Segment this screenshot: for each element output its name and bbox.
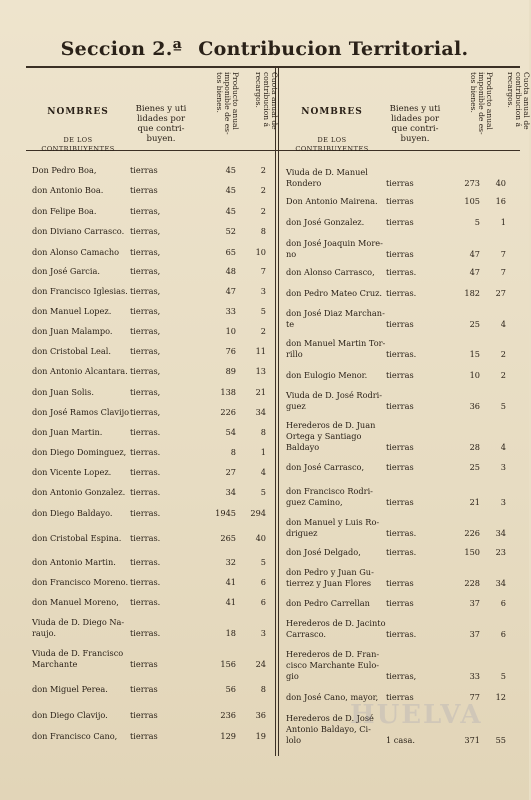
- annual-product: 28: [469, 442, 480, 452]
- contributor-name: [286, 649, 384, 682]
- table-row: [286, 238, 514, 268]
- property-type: tierras: [386, 401, 414, 411]
- contributor-name: [286, 167, 384, 189]
- annual-product: 182: [464, 288, 480, 298]
- annual-quota: 34: [495, 578, 506, 588]
- contributor-name-line: don Manuel Moreno,: [32, 597, 119, 607]
- contributor-name: [32, 366, 130, 377]
- contributor-name: [32, 247, 130, 258]
- annual-quota: 5: [260, 557, 266, 567]
- property-type: tierras,: [130, 247, 161, 257]
- annual-product: 47: [469, 267, 480, 277]
- contributor-name: [286, 598, 384, 609]
- contributor-name: [32, 617, 130, 639]
- property-type: tierras: [386, 196, 414, 206]
- property-type: tierras.: [130, 467, 161, 477]
- contributor-name-line: don Francisco Moreno.: [32, 577, 129, 587]
- annual-product: 36: [469, 401, 480, 411]
- contributor-name-line: don Diego Clavijo.: [32, 710, 108, 720]
- contribuyentes-header-right: DE LOS CONTRIBUYENTES: [295, 136, 369, 153]
- table-row: [286, 486, 514, 516]
- contributor-name-line: don Miguel Perea.: [32, 684, 108, 694]
- annual-quota: 3: [260, 286, 266, 296]
- property-type: tierras.: [130, 487, 161, 497]
- contributor-name: [286, 567, 384, 589]
- annual-product: 37: [469, 629, 480, 639]
- contributor-name-line: Don Antonio Mairena.: [286, 196, 378, 206]
- annual-product: 41: [225, 597, 236, 607]
- contributor-name-line: don Francisco Cano,: [32, 731, 118, 741]
- property-type: tierras: [386, 578, 414, 588]
- annual-quota: 2: [260, 185, 266, 195]
- bienes-header-right: Bienes y uti lidades por que contri- buyen.: [389, 104, 441, 144]
- contributor-name-line: driguez: [286, 528, 318, 538]
- nombres-header-right: NOMBRES: [301, 107, 363, 117]
- property-type: tierras: [130, 731, 158, 741]
- annual-quota: 7: [260, 266, 266, 276]
- property-type: tierras: [386, 370, 414, 380]
- property-type: tierras,: [130, 346, 161, 356]
- annual-product: 48: [225, 266, 236, 276]
- annual-quota: 36: [255, 710, 266, 720]
- annual-product: 45: [225, 206, 236, 216]
- property-type: tierras: [130, 165, 158, 175]
- annual-quota: 34: [255, 407, 266, 417]
- contributor-name-line: don Francisco Rodri-: [286, 486, 373, 496]
- table-row: [32, 648, 268, 678]
- contributor-name: [32, 508, 130, 519]
- annual-quota: 1: [260, 447, 266, 457]
- contributor-name: [286, 338, 384, 360]
- contributor-name-line: don Felipe Boa.: [32, 206, 97, 216]
- annual-product: 33: [225, 306, 236, 316]
- contributor-name-line: Marchante: [32, 659, 78, 669]
- contributor-name-line: gio: [286, 671, 299, 681]
- property-type: tierras: [386, 178, 414, 188]
- annual-product: 37: [469, 598, 480, 608]
- contributor-name-line: don Vicente Lopez.: [32, 467, 112, 477]
- contributor-name: [286, 238, 384, 260]
- annual-quota: 7: [500, 249, 506, 259]
- contributor-name: [32, 533, 130, 544]
- annual-product: 89: [225, 366, 236, 376]
- annual-quota: 19: [255, 731, 266, 741]
- annual-quota: 40: [255, 533, 266, 543]
- property-type: tierras.: [386, 288, 417, 298]
- annual-product: 18: [225, 628, 236, 638]
- property-type: tierras: [130, 710, 158, 720]
- contributor-name-line: don José Cano, mayor,: [286, 692, 379, 702]
- contributor-name: [286, 547, 384, 558]
- property-type: tierras,: [130, 407, 161, 417]
- annual-product: 52: [225, 226, 236, 236]
- annual-quota: 5: [260, 487, 266, 497]
- annual-product: 156: [220, 659, 236, 669]
- contributor-name-line: don Cristobal Espina.: [32, 533, 122, 543]
- annual-product: 371: [464, 735, 480, 745]
- property-type: tierras.: [130, 577, 161, 587]
- section-label: Seccion 2.ª: [60, 38, 183, 60]
- contributor-name-line: don Pedro Mateo Cruz.: [286, 288, 383, 298]
- contributor-name-line: don Antonio Alcantara.: [32, 366, 128, 376]
- contributor-name: [32, 226, 130, 237]
- property-type: tierras: [386, 442, 414, 452]
- left-column-header: [28, 68, 279, 153]
- property-type: tierras: [386, 462, 414, 472]
- annual-product: 150: [464, 547, 480, 557]
- contributor-name: [32, 487, 130, 498]
- annual-quota: 8: [260, 226, 266, 236]
- contributor-name-line: te: [286, 319, 295, 329]
- contributor-name: [32, 731, 130, 742]
- property-type: tierras.: [130, 597, 161, 607]
- annual-quota: 16: [495, 196, 506, 206]
- contributor-name-line: Herederos de D. Fran-: [286, 649, 380, 659]
- contributor-name-line: cisco Marchante Eulo-: [286, 660, 380, 670]
- annual-quota: 8: [260, 427, 266, 437]
- contributor-name-line: don José Garcia.: [32, 266, 100, 276]
- contributor-name-line: don Eulogio Menor.: [286, 370, 368, 380]
- property-type: tierras,: [130, 366, 161, 376]
- annual-quota: 3: [500, 497, 506, 507]
- property-type: tierras,: [386, 671, 417, 681]
- title-text: Contribucion Territorial.: [198, 38, 469, 60]
- contributor-name-line: don Manuel Martin Tor-: [286, 338, 386, 348]
- annual-quota: 3: [500, 462, 506, 472]
- table-row: [286, 618, 514, 648]
- annual-quota: 6: [260, 597, 266, 607]
- annual-quota: 2: [260, 165, 266, 175]
- contributor-name-line: rillo: [286, 349, 303, 359]
- contributor-name: [32, 684, 130, 695]
- contributor-name-line: don Antonio Gonzalez.: [32, 487, 126, 497]
- annual-product: 47: [469, 249, 480, 259]
- contributor-name-line: don Antonio Martin.: [32, 557, 116, 567]
- annual-product: 265: [220, 533, 236, 543]
- contributor-name-line: don José Ramos Clavijo: [32, 407, 130, 417]
- producto-header-right: Producto anual imponible de es- tos bienes.: [469, 72, 494, 135]
- property-type: tierras.: [130, 557, 161, 567]
- annual-quota: 6: [260, 577, 266, 587]
- table-row: [286, 567, 514, 597]
- column-divider: [275, 66, 276, 756]
- contributor-name: [286, 618, 384, 640]
- annual-product: 45: [225, 185, 236, 195]
- annual-quota: 55: [495, 735, 506, 745]
- contributor-name-line: don Pedro y Juan Gu-: [286, 567, 374, 577]
- contributor-name-line: don Diviano Carrasco.: [32, 226, 125, 236]
- annual-product: 56: [225, 684, 236, 694]
- contributor-name-line: don José Carrasco,: [286, 462, 365, 472]
- table-row: [286, 167, 514, 197]
- contributor-name: [286, 196, 384, 207]
- table-row: [286, 420, 514, 450]
- contributor-name-line: don Francisco Iglesias.: [32, 286, 128, 296]
- contributor-name-line: don Cristobal Leal.: [32, 346, 111, 356]
- annual-quota: 10: [255, 247, 266, 257]
- contributor-name: [32, 387, 130, 398]
- property-type: tierras: [386, 598, 414, 608]
- table-row: [286, 308, 514, 338]
- contributor-name: [286, 517, 384, 539]
- annual-product: 1945: [215, 508, 236, 518]
- annual-product: 138: [220, 387, 236, 397]
- annual-product: 129: [220, 731, 236, 741]
- contributor-name-line: don Manuel y Luis Ro-: [286, 517, 380, 527]
- contributor-name: [32, 447, 130, 458]
- table-row: [32, 731, 268, 761]
- contributor-name-line: tierrez y Juan Flores: [286, 578, 372, 588]
- property-type: tierras,: [130, 326, 161, 336]
- annual-product: 34: [225, 487, 236, 497]
- property-type: tierras,: [130, 206, 161, 216]
- annual-quota: 2: [500, 370, 506, 380]
- annual-quota: 294: [250, 508, 266, 518]
- annual-quota: 2: [500, 349, 506, 359]
- contributor-name: [32, 597, 130, 608]
- contributor-name: [286, 486, 384, 508]
- annual-quota: 23: [495, 547, 506, 557]
- contributor-name-line: Don Pedro Boa,: [32, 165, 97, 175]
- contributor-name: [32, 326, 130, 337]
- property-type: tierras.: [130, 427, 161, 437]
- contributor-name-line: don Diego Baldayo.: [32, 508, 113, 518]
- property-type: tierras.: [130, 508, 161, 518]
- property-type: tierras: [130, 185, 158, 195]
- producto-header: Producto anual imponible de es- tos bienes.: [215, 72, 240, 135]
- property-type: tierras: [130, 659, 158, 669]
- table-row: [286, 649, 514, 679]
- property-type: tierras,: [130, 306, 161, 316]
- contributor-name-line: Rondero: [286, 178, 322, 188]
- contributor-name-line: Viuda de D. Manuel: [286, 167, 368, 177]
- contributor-name-line: Herederos de D. Juan: [286, 420, 376, 430]
- annual-quota: 13: [255, 366, 266, 376]
- annual-product: 41: [225, 577, 236, 587]
- contributor-name: [32, 427, 130, 438]
- contributor-name-line: Ortega y Santiago: [286, 431, 362, 441]
- contributor-name: [286, 420, 384, 453]
- contributor-name-line: don Pedro Carrellan: [286, 598, 370, 608]
- annual-quota: 1: [500, 217, 506, 227]
- contributor-name: [32, 577, 130, 588]
- contributor-name: [286, 308, 384, 330]
- property-type: tierras.: [130, 447, 161, 457]
- annual-product: 76: [225, 346, 236, 356]
- annual-product: 273: [464, 178, 480, 188]
- contributor-name-line: don Alonso Camacho: [32, 247, 120, 257]
- annual-quota: 34: [495, 528, 506, 538]
- contributor-name: [32, 407, 130, 418]
- contributor-name-line: don Antonio Boa.: [32, 185, 104, 195]
- table-row: [286, 517, 514, 547]
- property-type: tierras: [386, 249, 414, 259]
- contributor-name-line: don José Delgado,: [286, 547, 361, 557]
- table-row: [286, 338, 514, 368]
- property-type: tierras.: [130, 628, 161, 638]
- contributor-name-line: don José Joaquin More-: [286, 238, 383, 248]
- contributor-name-line: don José Gonzalez.: [286, 217, 365, 227]
- property-type: tierras.: [386, 267, 417, 277]
- property-type: tierras: [386, 319, 414, 329]
- contributor-name-line: don Manuel Lopez.: [32, 306, 112, 316]
- annual-product: 47: [225, 286, 236, 296]
- contributor-name: [286, 370, 384, 381]
- property-type: tierras.: [386, 547, 417, 557]
- annual-product: 77: [469, 692, 480, 702]
- bienes-header: Bienes y uti lidades por que contri- buyen.: [135, 104, 187, 144]
- annual-product: 45: [225, 165, 236, 175]
- property-type: tierras,: [130, 266, 161, 276]
- contributor-name-line: Viuda de D. Francisco: [32, 648, 124, 658]
- annual-product: 236: [220, 710, 236, 720]
- contributor-name-line: Viuda de D. Diego Na-: [32, 617, 125, 627]
- annual-product: 25: [469, 319, 480, 329]
- cuota-header-right: Cuota anual de contribucion á recargos.: [506, 72, 531, 130]
- annual-quota: 8: [260, 684, 266, 694]
- annual-quota: 40: [495, 178, 506, 188]
- contributor-name-line: don José Diaz Marchan-: [286, 308, 385, 318]
- property-type: tierras: [386, 497, 414, 507]
- contributor-name: [32, 648, 130, 670]
- contributor-name: [286, 267, 384, 278]
- contributor-name: [286, 217, 384, 228]
- property-type: tierras: [386, 692, 414, 702]
- annual-product: 10: [469, 370, 480, 380]
- annual-quota: 4: [500, 442, 506, 452]
- annual-quota: 6: [500, 598, 506, 608]
- contributor-name-line: don Juan Malampo.: [32, 326, 113, 336]
- annual-quota: 5: [260, 306, 266, 316]
- contributor-name: [32, 467, 130, 478]
- watermark-stamp: HUELVA: [350, 700, 483, 730]
- property-type: tierras,: [130, 226, 161, 236]
- annual-product: 10: [225, 326, 236, 336]
- annual-product: 21: [469, 497, 480, 507]
- contributor-name-line: guez: [286, 401, 306, 411]
- contributor-name: [32, 185, 130, 196]
- contributor-name-line: Viuda de D. José Rodri-: [286, 390, 383, 400]
- contributor-name: [32, 165, 130, 176]
- contributor-name-line: Herederos de D. José: [286, 713, 374, 723]
- contributor-name: [286, 288, 384, 299]
- right-column-header: [282, 68, 531, 153]
- contributor-name: [286, 390, 384, 412]
- property-type: tierras: [130, 684, 158, 694]
- annual-quota: 7: [500, 267, 506, 277]
- nombres-header: NOMBRES: [47, 107, 109, 117]
- property-type: tierras: [386, 217, 414, 227]
- annual-quota: 6: [500, 629, 506, 639]
- contributor-name: [32, 710, 130, 721]
- property-type: tierras.: [130, 533, 161, 543]
- property-type: tierras.: [386, 349, 417, 359]
- contributor-name: [32, 306, 130, 317]
- property-type: tierras,: [130, 286, 161, 296]
- contributor-name: [32, 206, 130, 217]
- annual-quota: 5: [500, 401, 506, 411]
- property-type: tierras,: [130, 387, 161, 397]
- contributor-name-line: don Diego Dominguez,: [32, 447, 127, 457]
- table-row: [32, 617, 268, 647]
- column-divider-2: [278, 66, 279, 756]
- annual-quota: 4: [260, 467, 266, 477]
- annual-product: 54: [225, 427, 236, 437]
- annual-quota: 12: [495, 692, 506, 702]
- annual-product: 105: [464, 196, 480, 206]
- annual-quota: 4: [500, 319, 506, 329]
- contributor-name-line: don Juan Solis.: [32, 387, 94, 397]
- contributor-name-line: don Alonso Carrasco,: [286, 267, 375, 277]
- annual-quota: 2: [260, 206, 266, 216]
- property-type: 1 casa.: [386, 735, 415, 745]
- contributor-name: [286, 462, 384, 473]
- contributor-name: [32, 286, 130, 297]
- annual-product: 33: [469, 671, 480, 681]
- annual-quota: 5: [500, 671, 506, 681]
- contributor-name-line: Baldayo: [286, 442, 320, 452]
- annual-quota: 2: [260, 326, 266, 336]
- contributor-name-line: guez Camino,: [286, 497, 343, 507]
- annual-product: 228: [464, 578, 480, 588]
- contribuyentes-header: DE LOS CONTRIBUYENTES: [41, 136, 115, 153]
- annual-quota: 21: [255, 387, 266, 397]
- contributor-name-line: don Juan Martin.: [32, 427, 103, 437]
- annual-quota: 11: [255, 346, 266, 356]
- contributor-name-line: Carrasco.: [286, 629, 327, 639]
- annual-product: 25: [469, 462, 480, 472]
- annual-quota: 24: [255, 659, 266, 669]
- annual-product: 226: [220, 407, 236, 417]
- page-title: [0, 38, 529, 60]
- annual-product: 226: [464, 528, 480, 538]
- contributor-name-line: no: [286, 249, 297, 259]
- annual-product: 8: [230, 447, 236, 457]
- contributor-name-line: lolo: [286, 735, 302, 745]
- annual-product: 65: [225, 247, 236, 257]
- contributor-name-line: Antonio Baldayo, Ci-: [286, 724, 371, 734]
- annual-product: 32: [225, 557, 236, 567]
- contributor-name-line: raujo.: [32, 628, 56, 638]
- annual-quota: 27: [495, 288, 506, 298]
- contributor-name: [32, 557, 130, 568]
- annual-product: 27: [225, 467, 236, 477]
- table-row: [286, 390, 514, 420]
- property-type: tierras.: [386, 528, 417, 538]
- annual-product: 5: [474, 217, 480, 227]
- contributor-name: [32, 266, 130, 277]
- property-type: tierras.: [386, 629, 417, 639]
- annual-quota: 3: [260, 628, 266, 638]
- contributor-name-line: Herederos de D. Jacinto: [286, 618, 386, 628]
- contributor-name: [32, 346, 130, 357]
- annual-product: 15: [469, 349, 480, 359]
- cuota-header: Cuota anual de contribucion á recargos.: [254, 72, 279, 130]
